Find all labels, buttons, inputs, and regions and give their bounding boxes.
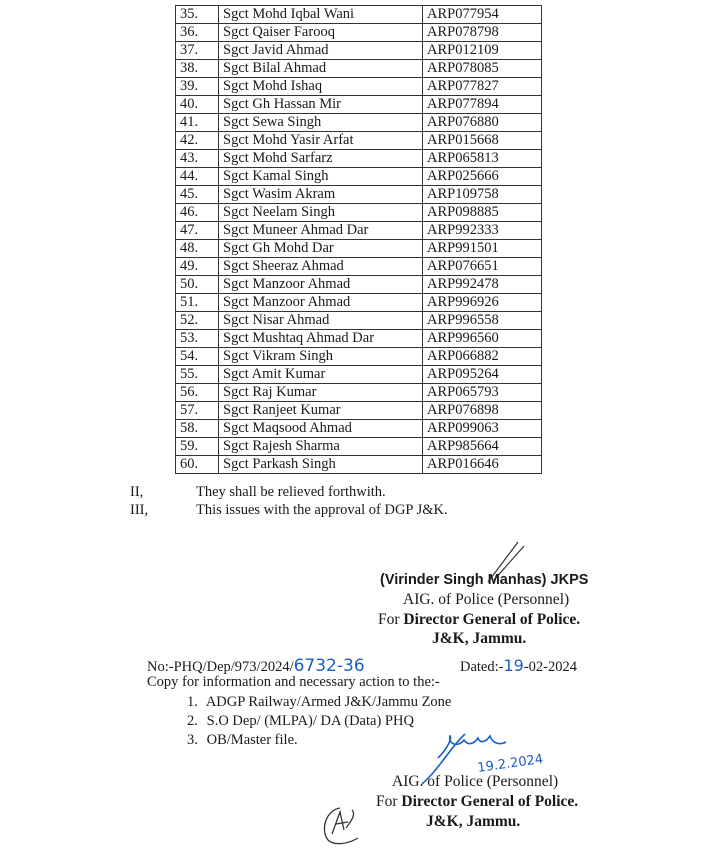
arp-id-cell: ARP985664: [423, 438, 542, 456]
table-row: [176, 330, 542, 348]
table-row: [176, 366, 542, 384]
serial-number-cell: 58.: [176, 420, 219, 438]
copy-item-text: S.O Dep/ (MLPA)/ DA (Data) PHQ: [206, 713, 414, 729]
name-cell: Sgct Rajesh Sharma: [219, 438, 423, 456]
arp-id-cell: ARP016646: [423, 456, 542, 474]
table-row: [176, 6, 542, 24]
paragraph-text: They shall be relieved forthwith.: [196, 484, 386, 500]
second-designation: AIG. of Police (Personnel): [392, 773, 559, 790]
table-row: [176, 204, 542, 222]
name-cell: Sgct Mushtaq Ahmad Dar: [219, 330, 423, 348]
reference-prefix: No:-PHQ/Dep/973/2024/: [147, 659, 294, 675]
serial-number-cell: 42.: [176, 132, 219, 150]
table-row: [176, 114, 542, 132]
name-cell: Sgct Vikram Singh: [219, 348, 423, 366]
table-row: [176, 60, 542, 78]
dated-line: [460, 656, 577, 676]
name-cell: Sgct Raj Kumar: [219, 384, 423, 402]
serial-number-cell: 56.: [176, 384, 219, 402]
name-cell: Sgct Gh Mohd Dar: [219, 240, 423, 258]
initials-icon: [318, 800, 368, 848]
copy-list-item: [187, 693, 451, 712]
copy-list: [187, 693, 451, 750]
arp-id-cell: ARP996560: [423, 330, 542, 348]
table-row: [176, 24, 542, 42]
copy-item-number: 3.: [187, 732, 198, 748]
paragraph-text: This issues with the approval of DGP J&K.: [196, 502, 448, 518]
serial-number-cell: 39.: [176, 78, 219, 96]
copy-list-item: [187, 712, 451, 731]
table-row: [176, 348, 542, 366]
arp-id-cell: ARP076880: [423, 114, 542, 132]
paragraph-number: II,: [130, 484, 144, 500]
serial-number-cell: 55.: [176, 366, 219, 384]
name-cell: Sgct Mohd Ishaq: [219, 78, 423, 96]
table-row: [176, 456, 542, 474]
name-cell: Sgct Maqsood Ahmad: [219, 420, 423, 438]
name-cell: Sgct Sewa Singh: [219, 114, 423, 132]
signatory-name: (Virinder Singh Manhas) JKPS: [380, 572, 589, 588]
arp-id-cell: ARP109758: [423, 186, 542, 204]
table-row: [176, 42, 542, 60]
serial-number-cell: 36.: [176, 24, 219, 42]
table-row: [176, 420, 542, 438]
table-row: [176, 384, 542, 402]
copy-item-text: OB/Master file.: [206, 732, 298, 748]
table-row: [176, 240, 542, 258]
name-cell: Sgct Parkash Singh: [219, 456, 423, 474]
dated-day: 19: [503, 656, 524, 675]
dated-label: Dated:-: [460, 659, 504, 675]
copy-item-number: 2.: [187, 713, 198, 729]
name-cell: Sgct Wasim Akram: [219, 186, 423, 204]
arp-id-cell: ARP078798: [423, 24, 542, 42]
name-cell: Sgct Manzoor Ahmad: [219, 294, 423, 312]
name-cell: Sgct Neelam Singh: [219, 204, 423, 222]
personnel-table: [175, 5, 542, 474]
serial-number-cell: 59.: [176, 438, 219, 456]
name-cell: Sgct Muneer Ahmad Dar: [219, 222, 423, 240]
arp-id-cell: ARP012109: [423, 42, 542, 60]
table-row: [176, 96, 542, 114]
arp-id-cell: ARP992478: [423, 276, 542, 294]
arp-id-cell: ARP996558: [423, 312, 542, 330]
serial-number-cell: 46.: [176, 204, 219, 222]
copy-list-item: [187, 731, 451, 750]
second-location: J&K, Jammu.: [426, 813, 521, 830]
name-cell: Sgct Bilal Ahmad: [219, 60, 423, 78]
copy-item-text: ADGP Railway/Armed J&K/Jammu Zone: [205, 694, 452, 710]
table-row: [176, 258, 542, 276]
arp-id-cell: ARP065793: [423, 384, 542, 402]
paragraph-number: III,: [130, 502, 149, 518]
second-for-line: [376, 793, 578, 811]
serial-number-cell: 38.: [176, 60, 219, 78]
arp-id-cell: ARP078085: [423, 60, 542, 78]
name-cell: Sgct Mohd Iqbal Wani: [219, 6, 423, 24]
for-prefix: For: [376, 793, 398, 810]
arp-id-cell: ARP077954: [423, 6, 542, 24]
arp-id-cell: ARP076898: [423, 402, 542, 420]
paragraph-iii: [130, 502, 448, 519]
serial-number-cell: 60.: [176, 456, 219, 474]
name-cell: Sgct Amit Kumar: [219, 366, 423, 384]
name-cell: Sgct Gh Hassan Mir: [219, 96, 423, 114]
table-row: [176, 294, 542, 312]
table-row: [176, 402, 542, 420]
arp-id-cell: ARP095264: [423, 366, 542, 384]
for-office: Director General of Police.: [403, 611, 581, 628]
for-office: Director General of Police.: [401, 793, 579, 810]
serial-number-cell: 47.: [176, 222, 219, 240]
arp-id-cell: ARP065813: [423, 150, 542, 168]
table-row: [176, 222, 542, 240]
name-cell: Sgct Manzoor Ahmad: [219, 276, 423, 294]
serial-number-cell: 37.: [176, 42, 219, 60]
name-cell: Sgct Sheeraz Ahmad: [219, 258, 423, 276]
copy-item-number: 1.: [187, 694, 198, 710]
table-row: [176, 168, 542, 186]
serial-number-cell: 52.: [176, 312, 219, 330]
arp-id-cell: ARP077827: [423, 78, 542, 96]
table-row: [176, 150, 542, 168]
signatory-designation: AIG. of Police (Personnel): [403, 591, 570, 608]
arp-id-cell: ARP992333: [423, 222, 542, 240]
reference-number: [147, 656, 365, 676]
table-row: [176, 132, 542, 150]
table-row: [176, 186, 542, 204]
serial-number-cell: 57.: [176, 402, 219, 420]
serial-number-cell: 51.: [176, 294, 219, 312]
signatory-for-line: [378, 611, 580, 629]
serial-number-cell: 40.: [176, 96, 219, 114]
serial-number-cell: 41.: [176, 114, 219, 132]
arp-id-cell: ARP077894: [423, 96, 542, 114]
name-cell: Sgct Javid Ahmad: [219, 42, 423, 60]
arp-id-cell: ARP098885: [423, 204, 542, 222]
serial-number-cell: 35.: [176, 6, 219, 24]
table-row: [176, 276, 542, 294]
dated-rest: -02-2024: [523, 659, 578, 675]
serial-number-cell: 50.: [176, 276, 219, 294]
arp-id-cell: ARP066882: [423, 348, 542, 366]
handwritten-date: 19.2.2024: [476, 751, 545, 776]
paragraph-ii: [130, 484, 386, 501]
arp-id-cell: ARP991501: [423, 240, 542, 258]
copy-heading: Copy for information and necessary action to the:-: [147, 674, 440, 690]
serial-number-cell: 54.: [176, 348, 219, 366]
serial-number-cell: 53.: [176, 330, 219, 348]
table-row: [176, 438, 542, 456]
name-cell: Sgct Qaiser Farooq: [219, 24, 423, 42]
name-cell: Sgct Ranjeet Kumar: [219, 402, 423, 420]
for-prefix: For: [378, 611, 400, 628]
arp-id-cell: ARP996926: [423, 294, 542, 312]
arp-id-cell: ARP076651: [423, 258, 542, 276]
handwritten-number: 6732-36: [293, 656, 365, 676]
name-cell: Sgct Kamal Singh: [219, 168, 423, 186]
table-row: [176, 312, 542, 330]
table-row: [176, 78, 542, 96]
arp-id-cell: ARP099063: [423, 420, 542, 438]
name-cell: Sgct Mohd Yasir Arfat: [219, 132, 423, 150]
signatory-location: J&K, Jammu.: [432, 630, 527, 647]
arp-id-cell: ARP025666: [423, 168, 542, 186]
serial-number-cell: 44.: [176, 168, 219, 186]
serial-number-cell: 43.: [176, 150, 219, 168]
name-cell: Sgct Mohd Sarfarz: [219, 150, 423, 168]
serial-number-cell: 48.: [176, 240, 219, 258]
arp-id-cell: ARP015668: [423, 132, 542, 150]
serial-number-cell: 49.: [176, 258, 219, 276]
name-cell: Sgct Nisar Ahmad: [219, 312, 423, 330]
serial-number-cell: 45.: [176, 186, 219, 204]
